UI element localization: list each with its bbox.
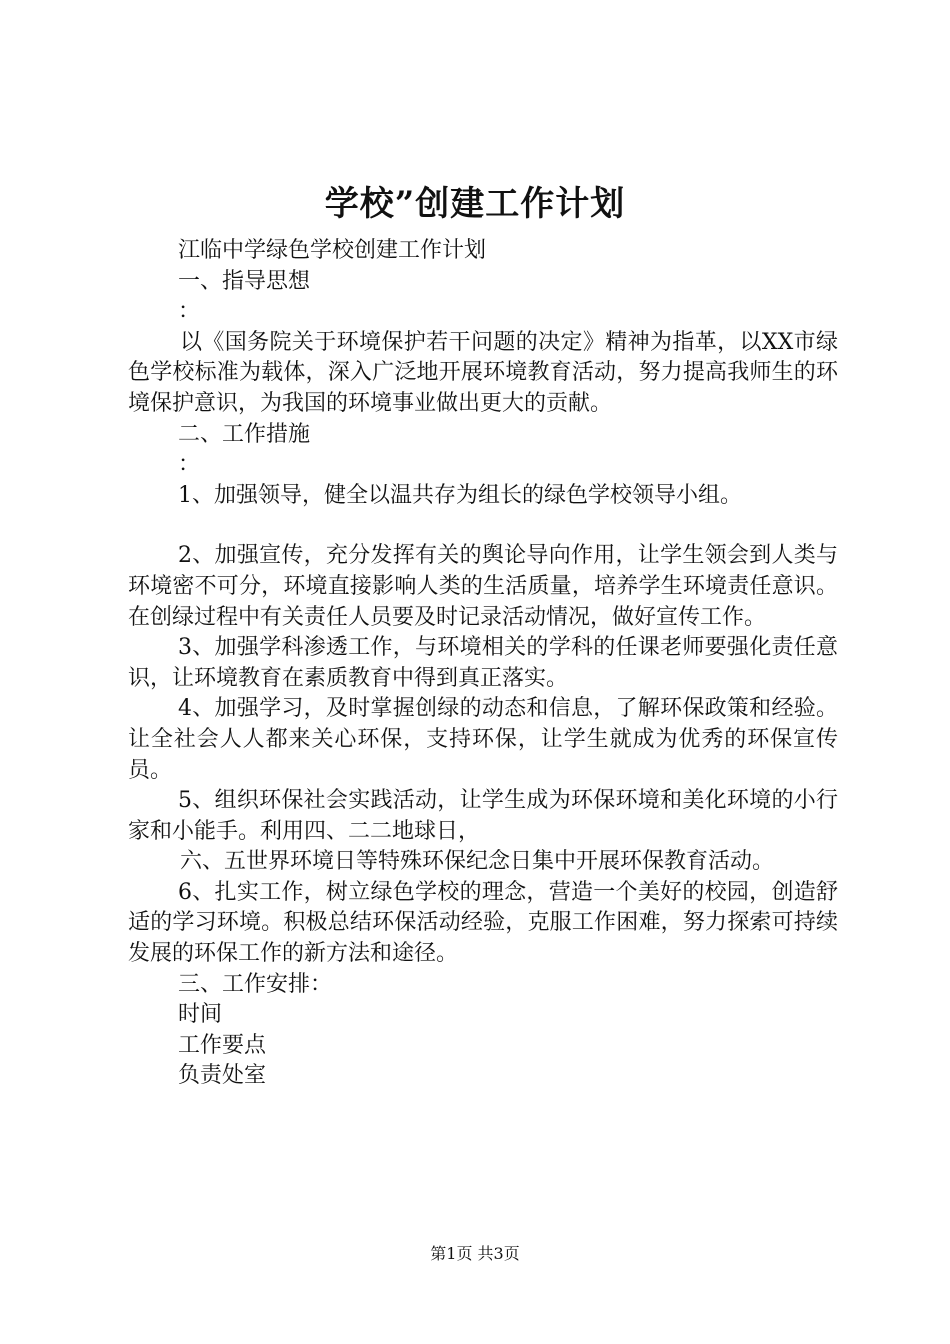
subtitle-line: 江临中学绿色学校创建工作计划 bbox=[178, 238, 487, 263]
document-body bbox=[128, 236, 838, 1092]
schedule-label-office: 负责处室 bbox=[178, 1063, 267, 1089]
measure-item-4: 4、加强学习，及时掌握创绿的动态和信息，了解环保政策和经验。让全社会人人都来关心环保，支持环保，让学生就成为优秀的环保宣传员。 bbox=[128, 696, 838, 783]
section-heading-guiding-idea: 一、指导思想 bbox=[178, 268, 311, 294]
page-footer: 第1页 共3页 bbox=[430, 1244, 520, 1263]
schedule-label-key-points: 工作要点 bbox=[178, 1032, 267, 1058]
measure-item-2: 2、加强宣传，充分发挥有关的舆论导向作用，让学生领会到人类与环境密不可分，环境直接影响人类的生活质量，培养学生环境责任意识。在创绿过程中有关责任人员要及时记录活动情况，做好宣传工作。 bbox=[128, 543, 838, 630]
blank-line bbox=[128, 511, 838, 541]
measure-item-1: 1、加强领导，健全以温共存为组长的绿色学校领导小组。 bbox=[178, 482, 742, 508]
section-heading-measures: 二、工作措施 bbox=[178, 421, 311, 447]
measure-item-3: 3、加强学科渗透工作，与环境相关的学科的任课老师要强化责任意识，让环境教育在素质教育中得到真正落实。 bbox=[128, 635, 838, 691]
section-heading-schedule: 三、工作安排： bbox=[178, 971, 333, 997]
schedule-label-time: 时间 bbox=[178, 1002, 223, 1028]
measure-item-6: 6、扎实工作，树立绿色学校的理念，营造一个美好的校园，创造舒适的学习环境。积极总结环保活动经验，克服工作困难，努力探索可持续发展的环保工作的新方法和途径。 bbox=[128, 879, 838, 967]
colon-line: ： bbox=[178, 299, 201, 325]
measure-item-5: 5、组织环保社会实践活动，让学生成为环保环境和美化环境的小行家和小能手。利用四、二二地球日， bbox=[128, 788, 838, 844]
colon-line: ： bbox=[178, 452, 201, 478]
measure-item-5-continued: 六、五世界环境日等特殊环保纪念日集中开展环保教育活动。 bbox=[180, 849, 775, 875]
paragraph-guiding-idea: 以《国务院关于环境保护若干问题的决定》精神为指革，以XX市绿色学校标准为载体，深入广泛地开展环境教育活动，努力提高我师生的环境保护意识，为我国的环境事业做出更大的贡献。 bbox=[128, 329, 838, 416]
document-title: 学校”创建工作计划 bbox=[324, 184, 626, 224]
